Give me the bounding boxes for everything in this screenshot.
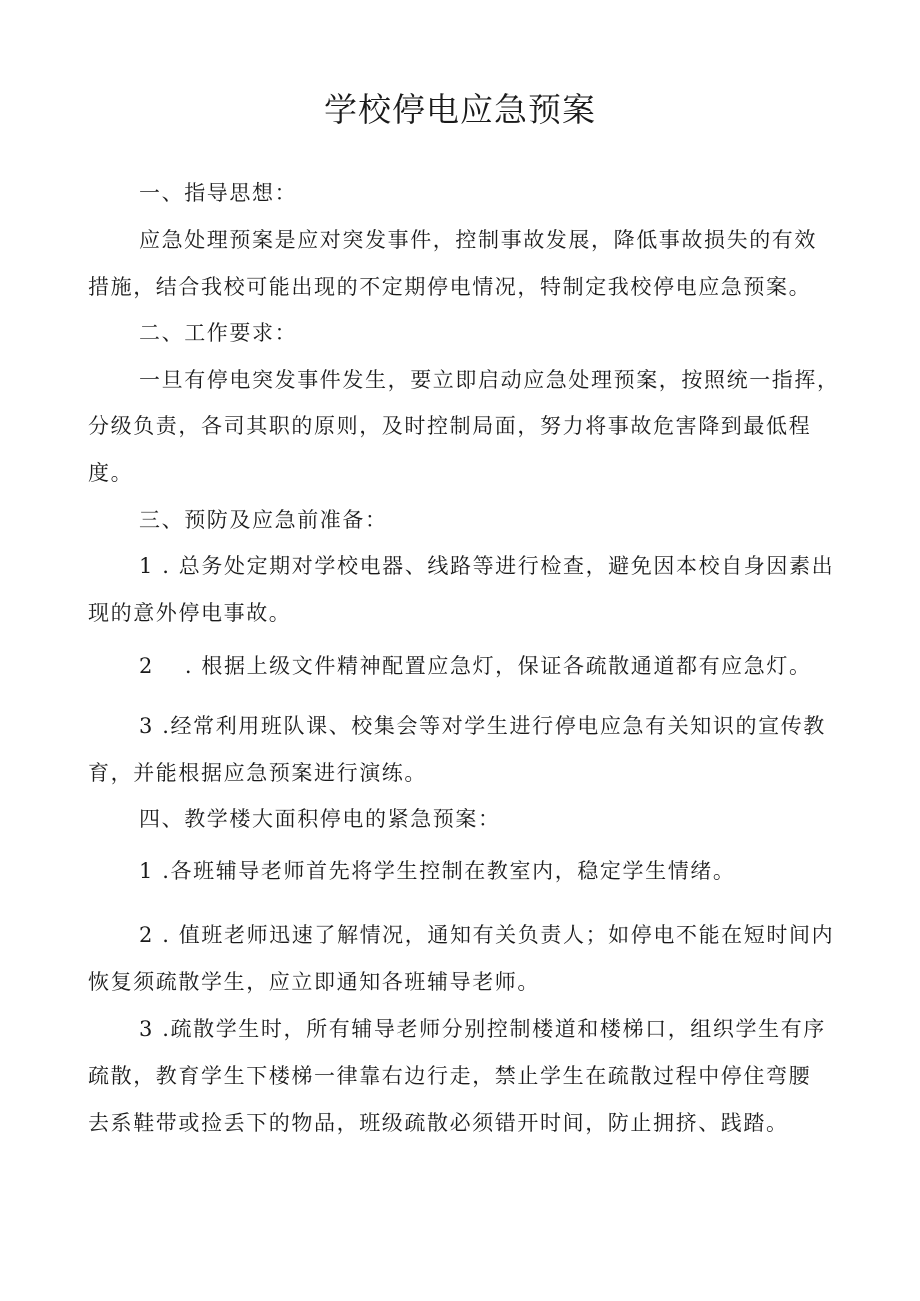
section-heading-prevention: 三、预防及应急前准备： bbox=[139, 508, 388, 532]
section-heading-guiding-thought: 一、指导思想： bbox=[139, 181, 298, 205]
list-item-line: 2 . 值班老师迅速了解情况，通知有关负责人；如停电不能在短时间内 bbox=[139, 923, 835, 947]
list-item-line: 去系鞋带或捡丢下的物品，班级疏散必须错开时间，防止拥挤、践踏。 bbox=[88, 1111, 789, 1135]
paragraph-line: 措施，结合我校可能出现的不定期停电情况，特制定我校停电应急预案。 bbox=[88, 275, 812, 299]
paragraph-line: 应急处理预案是应对突发事件，控制事故发展，降低事故损失的有效 bbox=[139, 228, 817, 252]
list-item-line: 3 .疏散学生时，所有辅导老师分别控制楼道和楼梯口，组织学生有序 bbox=[139, 1017, 826, 1041]
list-item-line: 2 . 根据上级文件精神配置应急灯，保证各疏散通道都有应急灯。 bbox=[139, 654, 812, 678]
list-item-line: 3 .经常利用班队课、校集会等对学生进行停电应急有关知识的宣传教 bbox=[139, 714, 826, 738]
document-title: 学校停电应急预案 bbox=[324, 90, 596, 129]
list-item-line: 育，并能根据应急预案进行演练。 bbox=[88, 761, 427, 785]
paragraph-line: 度。 bbox=[88, 461, 134, 485]
list-item-line: 现的意外停电事故。 bbox=[88, 601, 292, 625]
paragraph-line: 分级负责，各司其职的原则，及时控制局面，努力将事故危害降到最低程 bbox=[88, 414, 812, 438]
list-item-line: 恢复须疏散学生，应立即通知各班辅导老师。 bbox=[88, 970, 540, 994]
list-item-line: 1 .各班辅导老师首先将学生控制在教室内，稳定学生情绪。 bbox=[139, 859, 736, 883]
list-item-line: 1 . 总务处定期对学校电器、线路等进行检查，避免因本校自身因素出 bbox=[139, 554, 835, 578]
paragraph-line: 一旦有停电突发事件发生，要立即启动应急处理预案，按照统一指挥， bbox=[139, 368, 840, 392]
section-heading-emergency-plan: 四、教学楼大面积停电的紧急预案： bbox=[139, 807, 501, 831]
list-item-line: 疏散，教育学生下楼梯一律靠右边行走，禁止学生在疏散过程中停住弯腰 bbox=[88, 1064, 812, 1088]
section-heading-work-requirements: 二、工作要求： bbox=[139, 321, 298, 345]
